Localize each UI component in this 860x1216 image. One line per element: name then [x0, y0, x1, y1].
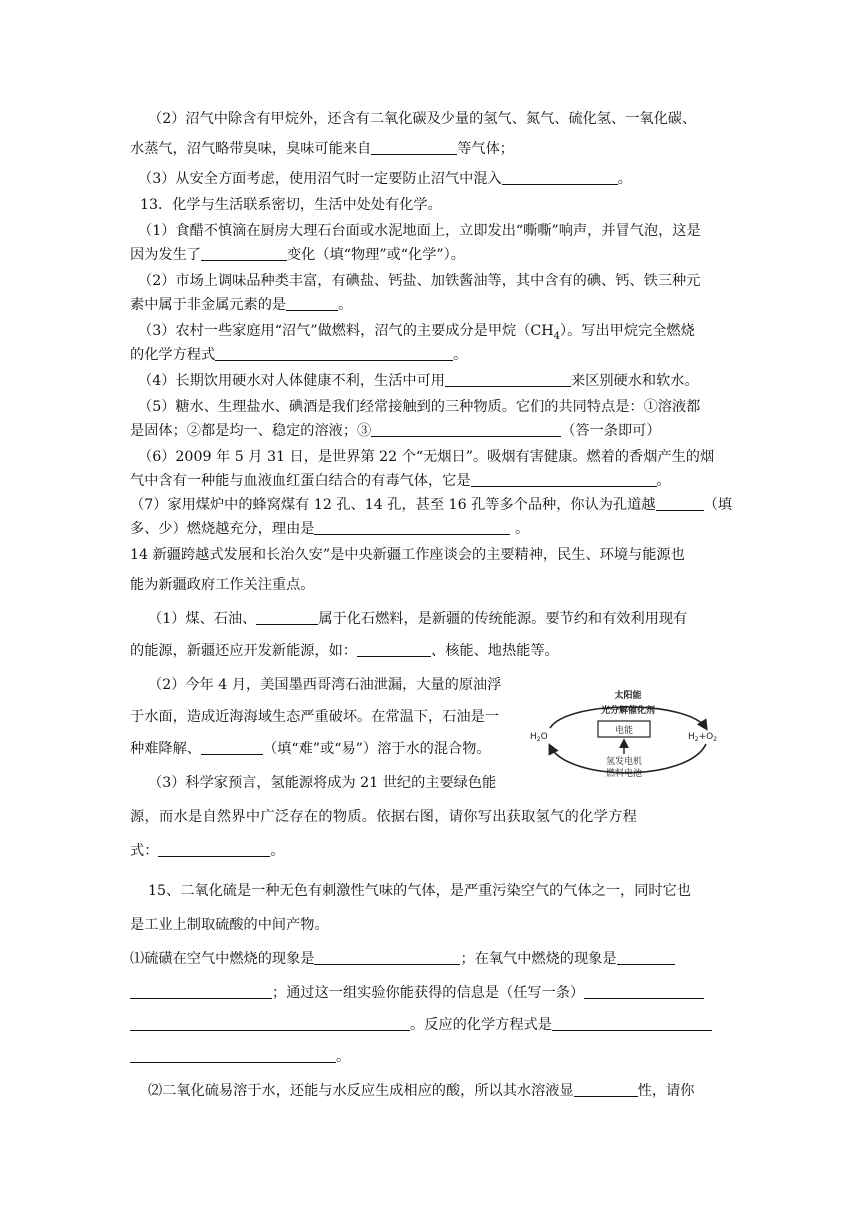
q13-part2-line2: 素中属于非金属元素的是 。: [130, 297, 353, 313]
answer-blank[interactable]: [286, 296, 338, 311]
q15-part2-line1: ⑵二氧化硫易溶于水，还能与水反应生成相应的酸，所以其水溶液显 性，请你: [148, 1083, 695, 1099]
answer-blank[interactable]: [201, 246, 287, 261]
diagram-bottom-label-1: 氢发电机: [605, 757, 643, 767]
answer-blank[interactable]: [314, 950, 460, 965]
answer-blank[interactable]: [201, 740, 263, 755]
q14-part3-line2: 源，而水是自然界中广泛存在的物质。依据右图，请你写出获取氢气的化学方程: [130, 809, 638, 825]
q15-part1-line3: 。反应的化学方程式是: [130, 1016, 712, 1034]
q14-part3-line1: （3）科学家预言，氢能源将成为 21 世纪的主要绿色能: [148, 775, 497, 791]
q13-title: 13．化学与生活联系密切，生活中处处有化学。: [140, 197, 442, 213]
answer-blank[interactable]: [471, 472, 657, 487]
diagram-left-formula: $H_2O$: [530, 732, 548, 743]
q15-part1-line4: 。: [130, 1048, 350, 1066]
answer-blank[interactable]: [256, 610, 318, 625]
q15-part1-line2: ；通过这一组实验你能获得的信息是（任写一条）: [130, 984, 704, 1002]
diagram-top-label: 太阳能: [614, 691, 642, 701]
q15-title-line2: 是工业上制取硫酸的中间产物。: [130, 917, 329, 933]
diagram-bottom-label-2: 燃料电池: [605, 769, 643, 779]
q12-part3-line: （3）从安全方面考虑，使用沼气时一定要防止沼气中混入 。: [138, 171, 632, 187]
q15-title-line1: 15、二氧化硫是一种无色有刺激性气味的气体，是严重污染空气的气体之一，同时它也: [148, 883, 691, 899]
q13-part5-line1: （5）糖水、生理盐水、碘酒是我们经常接触到的三种物质。它们的共同特点是：①溶液都: [138, 399, 701, 415]
q13-part1-line2: 因为发生了 变化（填“物理”或“化学”）。: [130, 247, 465, 263]
q13-part3-line1: （3）农村一些家庭用“沼气”做燃料，沼气的主要成分是甲烷$(CH_4)$。写出甲烷完全燃烧: [138, 323, 695, 342]
q14-part2-line2: 于水面，造成近海海域生态严重破坏。在常温下，石油是一: [130, 709, 499, 725]
q13-part3-line2: 的化学方程式 。: [130, 347, 468, 363]
q14-part2-line3: 种难降解、 （填“难”或“易”）溶于水的混合物。: [130, 741, 491, 757]
q14-part1-line2: 的能源，新疆还应开发新能源，如： 、核能、地热能等。: [130, 643, 559, 659]
q13-part7-line2: 多、少）燃烧越充分，理由是 。: [130, 521, 530, 537]
answer-blank[interactable]: [130, 984, 272, 999]
q13-part6-line1: （6）2009 年 5 月 31 日，是世界第 22 个“无烟日”。吸烟有害健康。燃着的香烟产生的烟: [138, 449, 715, 465]
answer-blank[interactable]: [617, 950, 675, 965]
answer-blank[interactable]: [445, 372, 571, 387]
q15-part1-line1: ⑴硫磺在空气中燃烧的现象是 ；在氧气中燃烧的现象是: [130, 950, 675, 968]
answer-blank[interactable]: [502, 170, 618, 185]
q13-part5-line2: 是固体；②都是均一、稳定的溶液；③ （答一条即可）: [130, 423, 661, 439]
answer-blank[interactable]: [574, 1082, 638, 1097]
diagram-center-label: 电能: [614, 726, 634, 736]
answer-blank[interactable]: [584, 984, 704, 999]
answer-blank[interactable]: [656, 496, 704, 511]
q14-title-line1: 14 新疆跨越式发展和长治久安”是中央新疆工作座谈会的主要精神，民生、环境与能源也: [130, 547, 685, 563]
q13-part6-line2: 气中含有一种能与血液血红蛋白结合的有毒气体，它是 。: [130, 473, 671, 489]
q14-part3-line3: 式： 。: [130, 843, 285, 859]
diagram-right-formula: $H_2+O_2$: [688, 732, 718, 743]
answer-blank[interactable]: [371, 422, 561, 437]
answer-blank[interactable]: [552, 1016, 712, 1031]
answer-blank[interactable]: [130, 1016, 410, 1031]
q13-part1-line1: （1）食醋不慎滴在厨房大理石台面或水泥地面上，立即发出“嘶嘶”响声，并冒气泡，这是: [138, 223, 701, 239]
q13-part2-line1: （2）市场上调味品种类丰富，有碘盐、钙盐、加铁酱油等，其中含有的碘、钙、铁三种元: [138, 273, 701, 289]
answer-blank[interactable]: [215, 346, 453, 361]
q13-part4-line: （4）长期饮用硬水对人体健康不利，生活中可用 来区别硬水和软水。: [138, 373, 699, 389]
q14-part1-line1: （1）煤、石油、 属于化石燃料，是新疆的传统能源。要节约和有效利用现有: [148, 611, 688, 627]
answer-blank[interactable]: [357, 642, 431, 657]
q14-part2-line1: （2）今年 4 月，美国墨西哥湾石油泄漏，大量的原油浮: [148, 677, 502, 693]
answer-blank[interactable]: [130, 1048, 336, 1063]
q14-title-line2: 能为新疆政府工作关注重点。: [130, 577, 315, 593]
answer-blank[interactable]: [314, 520, 510, 535]
q13-part7-line1: （7）家用煤炉中的蜂窝煤有 12 孔、14 孔，甚至 16 孔等多个品种，你认为孔道越 （填: [130, 497, 732, 513]
q12-part2-line1: （2）沼气中除含有甲烷外，还含有二氧化碳及少量的氢气、氮气、硫化氢、一氧化碳、: [148, 111, 697, 127]
hydrogen-cycle-diagram: [528, 684, 728, 790]
answer-blank[interactable]: [371, 140, 457, 155]
q12-part2-line2: 水蒸气，沼气略带臭味，臭味可能来自 等气体；: [130, 141, 514, 157]
answer-blank[interactable]: [158, 842, 270, 857]
diagram-catalyst-label: 光分解催化剂: [600, 706, 656, 716]
